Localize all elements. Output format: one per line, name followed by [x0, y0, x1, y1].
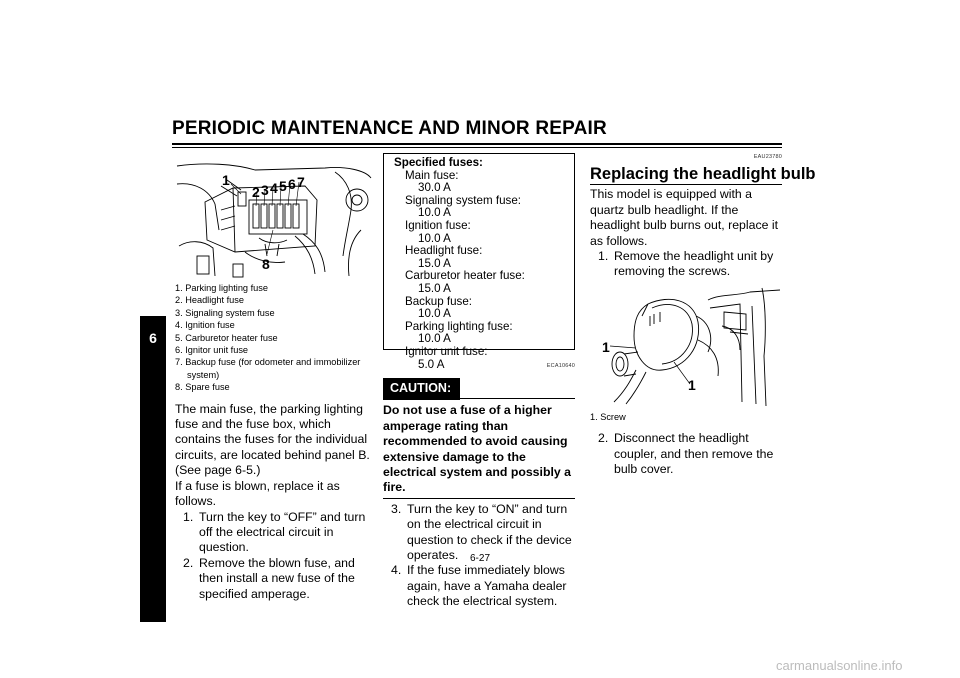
callout-3: 3 [261, 182, 269, 198]
callout-2: 2 [252, 184, 260, 200]
legend-item: 6. Ignitor unit fuse [175, 345, 249, 356]
step-text: If the fuse immediately blows again, have a Yamaha dealer check the electrical system. [407, 563, 567, 609]
watermark: carmanualsonline.info [776, 658, 903, 673]
fuse-spec [384, 195, 574, 220]
fuse-name: Carburetor heater fuse: [405, 269, 525, 283]
fuse-value: 10.0 A [418, 332, 451, 346]
fuse-spec [384, 321, 574, 346]
fuse-location-paragraph: The main fuse, the parking lighting fuse and the fuse box, which contains the fuses for the individual circuits, are located behind panel B. (See page 6-5.) [175, 401, 370, 478]
fuse-name: Backup fuse: [405, 294, 473, 308]
legend-item: 5. Carburetor heater fuse [175, 332, 278, 343]
page-title: PERIODIC MAINTENANCE AND MINOR REPAIR [172, 118, 607, 139]
caution-code: ECA10640 [546, 363, 575, 369]
step-number: 2. [183, 555, 194, 570]
legend-item: 2. Headlight fuse [175, 295, 244, 306]
fuse-value: 10.0 A [418, 206, 451, 220]
fuse-name: Signaling system fuse: [405, 193, 521, 207]
caution-text: Do not use a fuse of a higher amperage rating than recommended to avoid causing extensive damage to the electrical system and possibly a fire. [383, 403, 571, 495]
step-text: Remove the headlight unit by removing the screws. [614, 249, 774, 279]
replace-intro-paragraph: If a fuse is blown, replace it as follows. [175, 478, 340, 509]
section-intro: This model is equipped with a quartz bulb headlight. If the headlight bulb burns out, replace it as follows. [590, 187, 778, 248]
callout-screw-2: 1 [688, 376, 696, 393]
fuse-name: Ignitor unit fuse: [405, 344, 488, 358]
right-column [590, 150, 816, 477]
step-item [175, 556, 373, 602]
fuse-spec [384, 270, 574, 295]
fuse-spec [384, 220, 574, 245]
middle-column [383, 153, 575, 610]
steps-right-b [590, 431, 782, 477]
header-rule-thin [172, 147, 782, 148]
callout-5: 5 [279, 178, 287, 194]
chapter-tab [140, 316, 166, 622]
callout-7: 7 [297, 174, 305, 190]
legend-item: 1. Parking lighting fuse [175, 283, 268, 293]
fuse-spec [384, 245, 574, 270]
step-text: Remove the blown fuse, and then install a new fuse of the specified amperage. [199, 555, 355, 601]
step-item [383, 563, 575, 609]
legend-item: 3. Signaling system fuse [175, 307, 275, 318]
callout-screw-1: 1 [602, 338, 610, 355]
section-title: Replacing the headlight bulb [590, 165, 816, 184]
specified-fuses-title: Specified fuses: [394, 156, 483, 169]
headlight-drawing [590, 286, 782, 408]
step-number: 2. [598, 431, 609, 446]
caution-rule [451, 398, 575, 399]
legend-item: 7. Backup fuse (for odometer and immobilizer system) [175, 357, 361, 380]
fuse-legend [175, 282, 373, 394]
fuse-value: 15.0 A [418, 256, 451, 270]
step-item [590, 431, 782, 477]
step-item [590, 249, 782, 280]
section-code: EAU23780 [753, 154, 782, 160]
fuse-spec [384, 296, 574, 321]
fuse-name: Ignition fuse: [405, 218, 471, 232]
step-number: 4. [391, 563, 402, 578]
fuse-box-illustration [175, 160, 373, 278]
fuse-name: Headlight fuse: [405, 244, 483, 258]
step-number: 1. [598, 249, 609, 264]
header-rule-thick [172, 143, 782, 145]
caution-label: CAUTION: [383, 378, 460, 399]
fuse-value: 5.0 A [418, 357, 445, 371]
section-title-rule [590, 184, 782, 185]
callout-8: 8 [262, 256, 270, 272]
legend-item: 4. Ignition fuse [175, 320, 235, 331]
callout-4: 4 [270, 180, 278, 196]
figure-caption: 1. Screw [590, 411, 626, 422]
fuse-name: Parking lighting fuse: [405, 319, 513, 333]
steps-right-a [590, 249, 782, 280]
callout-1: 1 [222, 172, 230, 188]
fuse-value: 10.0 A [418, 231, 451, 245]
fuse-box-drawing [175, 160, 373, 278]
step-number: 1. [183, 509, 194, 524]
page-number: 6-27 [469, 553, 490, 564]
fuse-value: 10.0 A [418, 307, 451, 321]
callout-6: 6 [288, 176, 296, 192]
fuse-value: 15.0 A [418, 281, 451, 295]
caution-heading [383, 378, 575, 400]
page-header [172, 118, 782, 140]
step-text: Turn the key to “OFF” and turn off the electrical circuit in question. [199, 509, 366, 555]
fuse-name: Main fuse: [405, 168, 459, 182]
steps-left [175, 510, 373, 602]
step-text: Turn the key to “ON” and turn on the electrical circuit in question to check if the device operates. [407, 501, 572, 563]
step-item [175, 510, 373, 556]
headlight-illustration [590, 286, 782, 408]
fuse-value: 30.0 A [418, 181, 451, 195]
step-number: 3. [391, 501, 402, 516]
step-text: Disconnect the headlight coupler, and then remove the bulb cover. [614, 431, 774, 477]
legend-item: 8. Spare fuse [175, 382, 230, 393]
chapter-number: 6 [149, 330, 157, 346]
caution-end-rule [383, 498, 575, 499]
left-column [175, 160, 373, 602]
fuse-spec [384, 170, 574, 195]
